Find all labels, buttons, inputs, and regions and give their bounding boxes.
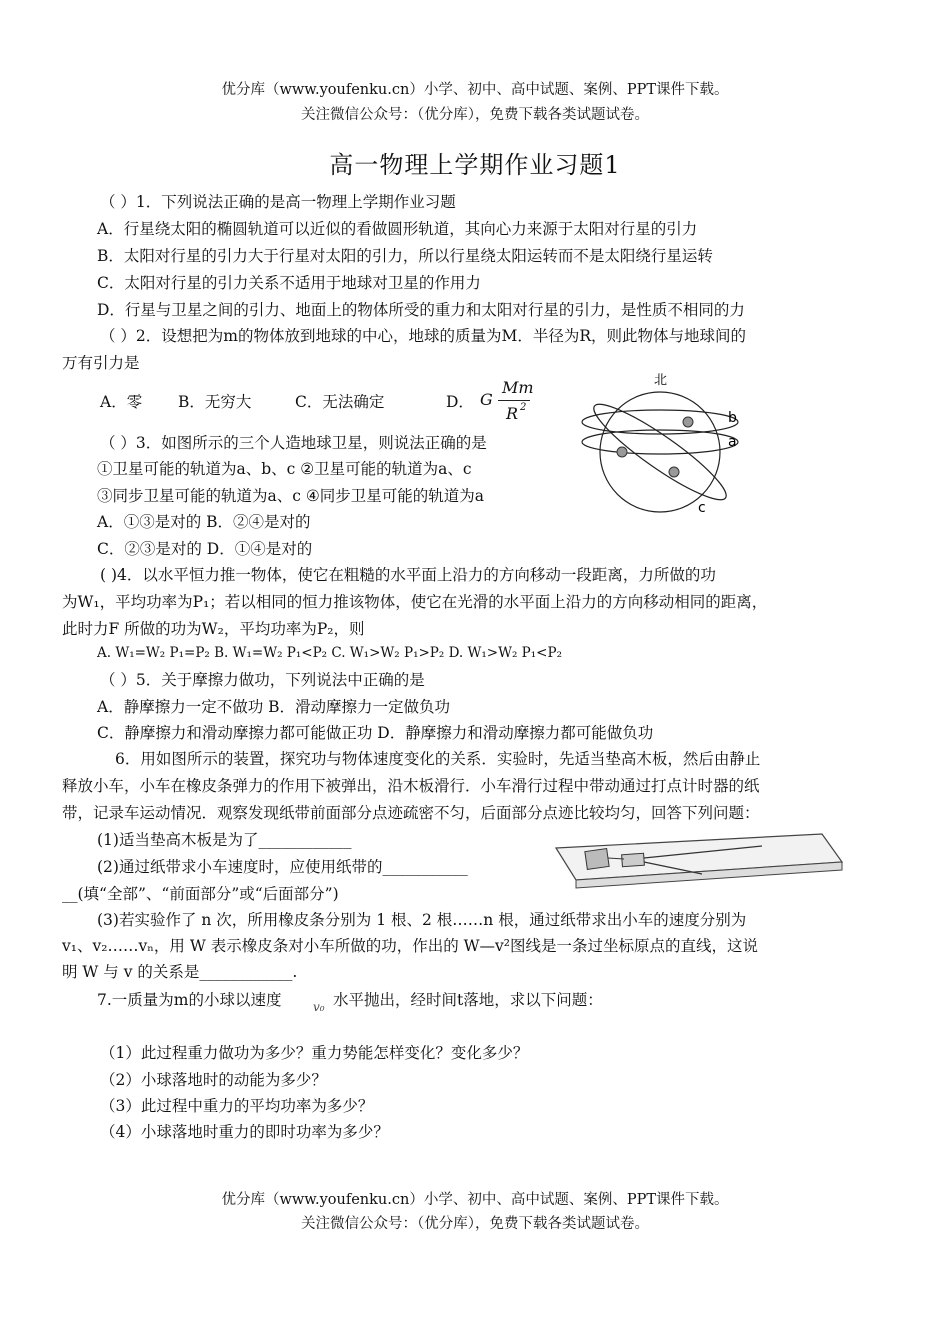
q6-sub-2b: __(填“全部”、“前面部分”或“后面部分”) — [62, 885, 339, 903]
satellite-orbits-figure — [578, 372, 758, 522]
q2-stem-2: 万有引力是 — [62, 354, 140, 372]
q2-option-b: B．无穷大 — [178, 393, 252, 411]
cart — [622, 853, 645, 867]
q2-option-d: D． — [446, 393, 474, 411]
q6-line-2: 释放小车，小车在橡皮条弹力的作用下被弹出，沿木板滑行．小车滑行过程中带动通过打点计时器的纸 — [62, 777, 760, 795]
q6-sub-3b: v₁、v₂……vₙ，用 W 表示橡皮条对小车所做的功，作出的 W—v²图线是一条过坐标原点的直线，这说 — [62, 937, 759, 955]
q3-options-ab: A．①③是对的 B．②④是对的 — [97, 513, 311, 531]
footer-line-1: 优分库（www.youfenku.cn）小学、初中、高中试题、案例、PPT课件下载。 — [221, 1192, 729, 1208]
q1-option-d: D．行星与卫星之间的引力、地面上的物体所受的重力和太阳对行星的引力，是性质不相同的力 — [97, 301, 745, 319]
q3-options-cd: C．②③是对的 D．①④是对的 — [97, 540, 313, 558]
q3-stem: （ ）3．如图所示的三个人造地球卫星，则说法正确的是 — [100, 434, 487, 452]
north-label: 北 — [654, 373, 668, 388]
q6-sub-3a: (3)若实验作了 n 次，所用橡皮条分别为 1 根、2 根……n 根，通过纸带求出小车的速度分别为 — [97, 911, 747, 929]
q3-statements-1: ①卫星可能的轨道为a、b、c ②卫星可能的轨道为a、c — [97, 460, 472, 478]
q5-options-ab: A．静摩擦力一定不做功 B．滑动摩擦力一定做负功 — [97, 698, 451, 716]
q1-option-a: A．行星绕太阳的椭圆轨道可以近似的看做圆形轨道，其向心力来源于太阳对行星的引力 — [97, 220, 698, 238]
satellite-b — [683, 417, 693, 427]
formula-exponent: 2 — [520, 402, 527, 413]
orbit-a-label: a — [728, 434, 737, 450]
q6-sub-2a: (2)通过纸带求小车速度时，应使用纸带的___________ — [97, 858, 468, 876]
q7-sub-4: （4）小球落地时重力的即时功率为多少？ — [100, 1123, 389, 1141]
footer-line-2: 关注微信公众号：（优分库），免费下载各类试题试卷。 — [301, 1216, 649, 1232]
q7-stem-a: 7.一质量为m的小球以速度 — [97, 991, 282, 1009]
page-title: 高一物理上学期作业习题1 — [329, 151, 621, 179]
q6-line-1: 6．用如图所示的装置，探究功与物体速度变化的关系．实验时，先适当垫高木板，然后由静止 — [115, 750, 761, 768]
orbit-c-label: c — [698, 500, 706, 516]
experiment-apparatus-figure — [552, 832, 844, 890]
q2-stem-1: （ ）2．设想把为m的物体放到地球的中心，地球的质量为M．半径为R，则此物体与地球间的 — [100, 327, 747, 345]
orbit-c — [585, 393, 734, 511]
q2-option-c: C．无法确定 — [295, 393, 385, 411]
q5-options-cd: C．静摩擦力和滑动摩擦力都可能做正功 D．静摩擦力和滑动摩擦力都可能做负功 — [97, 724, 654, 742]
timer-block — [585, 849, 609, 870]
satellite-c — [669, 467, 679, 477]
formula-denominator: R — [506, 404, 519, 423]
q4-line-2: 为W₁，平均功率为P₁；若以相同的恒力推该物体，使它在光滑的水平面上沿力的方向移动相同的距离， — [62, 593, 768, 611]
satellite-a — [617, 447, 627, 457]
q7-v0: v₀ — [313, 1000, 325, 1014]
q7-sub-2: （2）小球落地时的动能为多少？ — [100, 1071, 327, 1089]
q1-stem: （ ）1．下列说法正确的是高一物理上学期作业习题 — [100, 193, 456, 211]
q4-line-1: ( )4．以水平恒力推一物体，使它在粗糙的水平面上沿力的方向移动一段距离，力所做的功 — [100, 566, 716, 584]
q7-sub-1: （1）此过程重力做功为多少？重力势能怎样变化？变化多少？ — [100, 1044, 529, 1062]
fraction-bar — [498, 400, 530, 401]
q6-sub-1: (1)适当垫高木板是为了____________ — [97, 831, 352, 849]
orbit-b-label: b — [728, 410, 737, 426]
q2-option-a: A．零 — [100, 393, 143, 411]
q6-sub-3c: 明 W 与 v 的关系是____________. — [62, 963, 298, 981]
q4-options: A. W₁=W₂ P₁=P₂ B. W₁=W₂ P₁<P₂ C. W₁>W₂ P₁>P₂ D. W₁>W₂ P₁<P₂ — [97, 645, 562, 661]
formula-numerator: Mm — [502, 378, 534, 397]
q7-sub-3: （3）此过程中重力的平均功率为多少？ — [100, 1097, 374, 1115]
q5-stem: （ ）5．关于摩擦力做功，下列说法中正确的是 — [100, 671, 425, 689]
q1-option-b: B．太阳对行星的引力大于行星对太阳的引力，所以行星绕太阳运转而不是太阳绕行星运转 — [97, 247, 713, 265]
formula-g: G — [480, 390, 493, 409]
header-line-2: 关注微信公众号：（优分库），免费下载各类试题试卷。 — [301, 107, 649, 123]
header-line-1: 优分库（www.youfenku.cn）小学、初中、高中试题、案例、PPT课件下载。 — [221, 82, 729, 98]
q4-line-3: 此时力F 所做的功为W₂，平均功率为P₂，则 — [62, 620, 365, 638]
board-cart-diagram — [552, 832, 844, 890]
orbit-diagram — [578, 372, 758, 522]
q3-statements-2: ③同步卫星可能的轨道为a、c ④同步卫星可能的轨道为a — [97, 487, 484, 505]
q6-line-3: 带，记录车运动情况．观察发现纸带前面部分点迹疏密不匀，后面部分点迹比较均匀，回答下列问题： — [62, 804, 760, 822]
q7-stem-b: 水平抛出，经时间t落地，求以下问题： — [333, 991, 603, 1009]
q1-option-c: C．太阳对行星的引力关系不适用于地球对卫星的作用力 — [97, 274, 481, 292]
